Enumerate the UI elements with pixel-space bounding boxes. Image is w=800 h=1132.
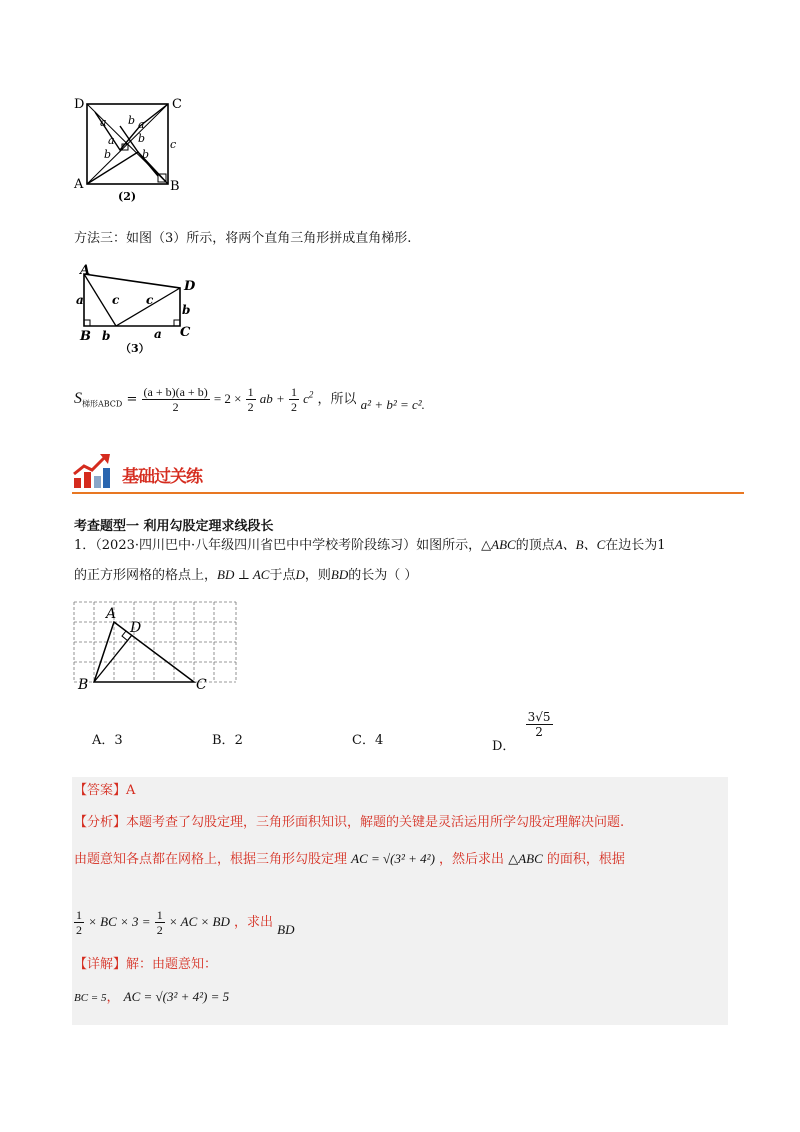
question-line-1: 1．（2023·四川巴中·八年级四川省巴中中学校考阶段练习）如图所示，△ABC的顶点A、B、C在边长为1 xyxy=(74,537,666,553)
fig2-label-B: B xyxy=(170,179,180,194)
fig3-label-D: D xyxy=(184,279,196,294)
fig2-label-a1: a xyxy=(100,116,107,129)
formula-ab: ab + xyxy=(259,391,285,406)
grid-label-C: C xyxy=(196,677,207,692)
fig2-label-b2: b xyxy=(104,148,112,161)
fig2-label-a2: a xyxy=(138,118,145,131)
answer-label: 【答案】A xyxy=(74,783,136,798)
fig2-caption: (2) xyxy=(118,190,137,203)
detail-result: BC = 5， AC = √(3² + 4²) = 5 xyxy=(74,989,230,1005)
fig3-caption: （3） xyxy=(120,342,150,355)
formula-frac3: $\frac{1}{2}$ xyxy=(290,385,297,414)
fig3-label-a2: a xyxy=(154,327,162,341)
fig2-label-C: C xyxy=(172,97,182,112)
formula-frac1: $\frac{(a + b)(a + b)}{2}$ xyxy=(143,385,208,414)
figure-2 xyxy=(70,96,190,208)
fig2-label-b1: b xyxy=(128,114,136,127)
area-equation: $\frac{1}{2}$ × BC × 3 = $\frac{1}{2}$ × AC × BD ，求出 BD xyxy=(76,908,295,937)
formula-result: a² + b² = c². xyxy=(360,397,425,412)
option-a[interactable]: A．3 xyxy=(92,733,123,748)
figure-3 xyxy=(76,262,206,356)
fig3-label-b2: b xyxy=(102,329,111,343)
option-c[interactable]: C．4 xyxy=(352,733,384,748)
fig3-label-B: B xyxy=(80,329,91,344)
formula-so: ，所以 xyxy=(317,392,357,407)
topic-title: 考查题型一 利用勾股定理求线段长 xyxy=(74,519,274,534)
fig2-label-a3: a xyxy=(108,134,115,147)
question-line-2: 的正方形网格的格点上，BD ⊥ AC于点D，则BD的长为（ ） xyxy=(74,567,418,583)
ac-formula: AC = √(3² + 4²) xyxy=(351,851,435,866)
fig2-label-A: A xyxy=(74,177,84,192)
fig3-label-c2: c xyxy=(146,293,154,307)
area-formula: $S_{梯形ABCD}$ = $\frac{(a + b)(a + b)}{2}$ = 2 × $\frac{1}{2}$ ab + $\frac{1}{2}$ $c^2$ ，所以 a² + b² = c². xyxy=(74,385,425,414)
fig3-label-b1: b xyxy=(182,303,191,317)
chart-up-icon xyxy=(72,452,112,490)
formula-sub: 梯形ABCD xyxy=(82,399,123,409)
detail-line: 【详解】解：由题意知： xyxy=(74,957,218,972)
fig3-label-c1: c xyxy=(112,293,120,307)
fig2-label-b4: b xyxy=(142,148,150,161)
formula-two: = 2 × xyxy=(213,391,242,406)
triangle-abc: △ABC xyxy=(481,537,516,552)
fig3-label-C: C xyxy=(180,325,191,340)
section-divider xyxy=(72,492,744,494)
grid-label-A: A xyxy=(106,606,117,622)
formula-frac2: $\frac{1}{2}$ xyxy=(247,385,254,414)
grid-label-B: B xyxy=(78,677,89,692)
fig2-label-D: D xyxy=(74,97,85,112)
fig2-label-b3: b xyxy=(138,132,146,145)
section-title: 基础过关练 xyxy=(122,467,202,487)
fig3-label-A: A xyxy=(80,263,91,278)
option-d[interactable]: D． $\frac{3√5}{2}$ xyxy=(492,710,551,754)
analysis-line-2: 由题意知各点都在网格上，根据三角形勾股定理 AC = √(3² + 4²) ，然后求出 △ABC 的面积，根据 xyxy=(74,851,625,867)
option-b[interactable]: B．2 xyxy=(212,733,243,748)
formula-S: S xyxy=(74,390,82,407)
method3-text: 方法三：如图（3）所示，将两个直角三角形拼成直角梯形. xyxy=(74,231,412,246)
analysis-line: 【分析】本题考查了勾股定理，三角形面积知识，解题的关键是灵活运用所学勾股定理解决问题. xyxy=(74,815,625,830)
formula-c2: $c^2$ xyxy=(303,389,314,406)
fig2-label-c: c xyxy=(170,138,177,151)
fig3-label-a1: a xyxy=(76,293,84,307)
grid-figure xyxy=(72,600,242,692)
grid-label-D: D xyxy=(130,620,142,636)
